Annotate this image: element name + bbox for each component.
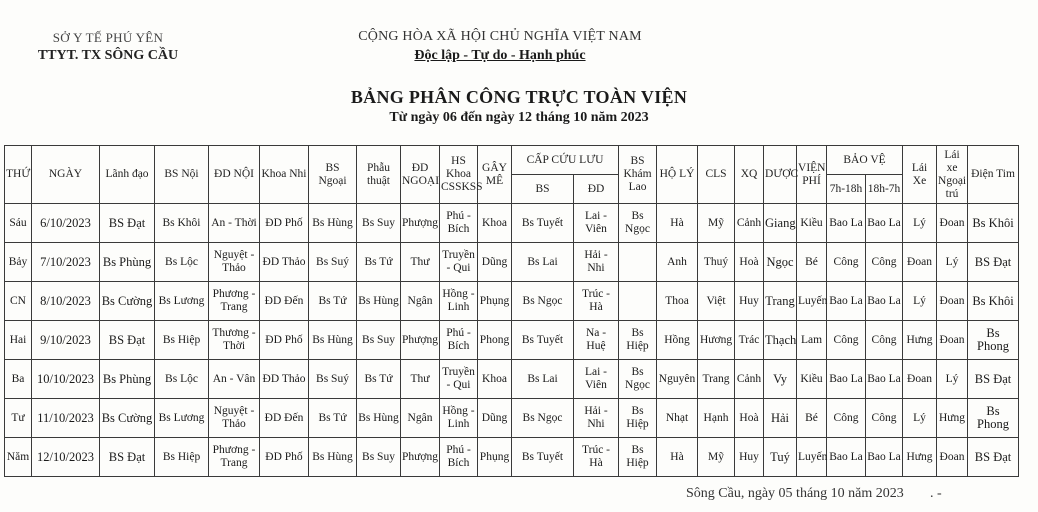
- cell-bv-2: Bao La: [866, 204, 903, 243]
- cell-lai-xe: Hưng: [903, 438, 937, 477]
- header-duoc: DƯỢC: [764, 146, 797, 204]
- table-row: [5, 438, 1019, 477]
- cell-ho-ly: Nguyên: [657, 360, 698, 399]
- cell-ccl-bs: Bs Ngọc: [512, 399, 574, 438]
- cell-thu: Năm: [5, 438, 32, 477]
- cell-bs-ngoai: Bs Hùng: [309, 438, 357, 477]
- cell-dien-tim: BS Đạt: [968, 243, 1019, 282]
- cell-xq: Cảnh: [735, 360, 764, 399]
- table-row: [5, 321, 1019, 360]
- cell-lai-xe-ngoai-tru: Đoan: [937, 204, 968, 243]
- header-hs-khoa-csskss: HS Khoa CSSKSS: [440, 146, 478, 204]
- table-header: [5, 146, 1019, 204]
- cell-dd-ngoai: Phượng: [401, 321, 440, 360]
- cell-lanh-dao: Bs Phùng: [100, 243, 155, 282]
- cell-gay-me: Phụng: [478, 438, 512, 477]
- cell-ccl-bs: Bs Ngọc: [512, 282, 574, 321]
- cell-bs-ngoai: Bs Hùng: [309, 321, 357, 360]
- cell-cls: Việt: [698, 282, 735, 321]
- table-body: [5, 204, 1019, 477]
- header-dd-noi: ĐD NỘI: [209, 146, 260, 204]
- table-row: [5, 360, 1019, 399]
- header-vien-phi: VIỆN PHÍ: [797, 146, 827, 204]
- cell-vien-phi: Luyến: [797, 282, 827, 321]
- cell-dd-noi: Phương - Trang: [209, 282, 260, 321]
- header-bao-ve: BẢO VỆ: [827, 146, 903, 175]
- table-row: [5, 399, 1019, 438]
- cell-bv-1: Công: [827, 321, 866, 360]
- cell-cls: Mỹ: [698, 204, 735, 243]
- cell-gay-me: Dũng: [478, 399, 512, 438]
- cell-phau-thuat: Bs Suy: [357, 438, 401, 477]
- cell-bv-2: Công: [866, 321, 903, 360]
- cell-thu: Sáu: [5, 204, 32, 243]
- cell-bs-noi: Bs Hiệp: [155, 321, 209, 360]
- cell-vien-phi: Bé: [797, 243, 827, 282]
- header-bs-kham-lao: BS Khám Lao: [619, 146, 657, 204]
- cell-hs-khoa: Hồng - Linh: [440, 399, 478, 438]
- cell-ccl-bs: Bs Lai: [512, 243, 574, 282]
- header-ccl-bs: BS: [512, 175, 574, 204]
- document-subtitle: Từ ngày 06 đến ngày 12 tháng 10 năm 2023: [389, 110, 649, 125]
- cell-cls: Trang: [698, 360, 735, 399]
- header-right: [320, 29, 680, 64]
- cell-dd-noi: Phương - Trang: [209, 438, 260, 477]
- cell-khoa-nhi: ĐD Đến: [260, 282, 309, 321]
- cell-ngay: 8/10/2023: [32, 282, 100, 321]
- cell-phau-thuat: Bs Suy: [357, 321, 401, 360]
- cell-bv-2: Công: [866, 399, 903, 438]
- cell-duoc: Ngọc: [764, 243, 797, 282]
- cell-hs-khoa: Phú - Bích: [440, 321, 478, 360]
- cell-gay-me: Khoa: [478, 204, 512, 243]
- header-bs-ngoai: BS Ngoại: [309, 146, 357, 204]
- cell-dien-tim: Bs Phong: [968, 321, 1019, 360]
- cell-ngay: 7/10/2023: [32, 243, 100, 282]
- footer-place-date: Sông Cầu, ngày 05 tháng 10 năm 2023: [686, 486, 904, 501]
- cell-xq: Hoà: [735, 243, 764, 282]
- cell-dd-noi: An - Vân: [209, 360, 260, 399]
- center-name: TTYT. TX SÔNG CẦU: [37, 48, 179, 63]
- cell-khoa-nhi: ĐD Phố: [260, 204, 309, 243]
- cell-ho-ly: Nhạt: [657, 399, 698, 438]
- cell-ccl-bs: Bs Tuyết: [512, 321, 574, 360]
- cell-bv-1: Bao La: [827, 438, 866, 477]
- header-phau-thuat: Phẫu thuật: [357, 146, 401, 204]
- cell-bs-ngoai: Bs Suý: [309, 243, 357, 282]
- cell-dd-ngoai: Phượng: [401, 438, 440, 477]
- cell-lai-xe-ngoai-tru: Lý: [937, 360, 968, 399]
- cell-bs-noi: Bs Khôi: [155, 204, 209, 243]
- cell-bv-2: Bao La: [866, 438, 903, 477]
- cell-gay-me: Phong: [478, 321, 512, 360]
- cell-khoa-nhi: ĐD Thảo: [260, 360, 309, 399]
- cell-ngay: 9/10/2023: [32, 321, 100, 360]
- cell-phau-thuat: Bs Suy: [357, 204, 401, 243]
- header-khoa-nhi: Khoa Nhi: [260, 146, 309, 204]
- footer-marks: . -: [930, 486, 942, 501]
- cell-dd-ngoai: Phượng: [401, 204, 440, 243]
- cell-lai-xe-ngoai-tru: Đoan: [937, 321, 968, 360]
- header-cap-cuu-luu: CẤP CỨU LƯU: [512, 146, 619, 175]
- cell-bv-2: Bao La: [866, 360, 903, 399]
- cell-khoa-nhi: ĐD Phố: [260, 321, 309, 360]
- cell-khoa-nhi: ĐD Thảo: [260, 243, 309, 282]
- cell-ccl-bs: Bs Tuyết: [512, 438, 574, 477]
- cell-gay-me: Dũng: [478, 243, 512, 282]
- cell-dien-tim: Bs Khôi: [968, 204, 1019, 243]
- header-dd-ngoai: ĐD NGOẠI: [401, 146, 440, 204]
- cell-lanh-dao: Bs Cường: [100, 282, 155, 321]
- header-lai-xe-ngoai-tru: Lái xe Ngoại trú: [937, 146, 968, 204]
- table-row: [5, 204, 1019, 243]
- cell-thu: Tư: [5, 399, 32, 438]
- cell-khoa-nhi: ĐD Đến: [260, 399, 309, 438]
- cell-bs-kham-lao: Bs Hiệp: [619, 438, 657, 477]
- cell-ccl-dd: Hải - Nhi: [574, 243, 619, 282]
- department-name: SỞ Y TẾ PHÚ YÊN: [52, 30, 164, 45]
- cell-lai-xe: Lý: [903, 204, 937, 243]
- cell-ccl-bs: Bs Lai: [512, 360, 574, 399]
- cell-ho-ly: Hà: [657, 204, 698, 243]
- header-dien-tim: Điện Tim: [968, 146, 1019, 204]
- cell-bs-noi: Bs Lương: [155, 282, 209, 321]
- cell-bs-noi: Bs Hiệp: [155, 438, 209, 477]
- cell-thu: Ba: [5, 360, 32, 399]
- cell-ho-ly: Anh: [657, 243, 698, 282]
- header-xq: XQ: [735, 146, 764, 204]
- table-row: [5, 243, 1019, 282]
- header-gay-me: GÂY MÊ: [478, 146, 512, 204]
- cell-phau-thuat: Bs Hùng: [357, 282, 401, 321]
- cell-xq: Huy: [735, 282, 764, 321]
- cell-cls: Hạnh: [698, 399, 735, 438]
- document-title: BẢNG PHÂN CÔNG TRỰC TOÀN VIỆN: [350, 87, 688, 107]
- cell-ngay: 12/10/2023: [32, 438, 100, 477]
- cell-bv-1: Bao La: [827, 282, 866, 321]
- cell-lai-xe: Đoan: [903, 360, 937, 399]
- cell-bv-1: Công: [827, 399, 866, 438]
- cell-gay-me: Khoa: [478, 360, 512, 399]
- cell-vien-phi: Bé: [797, 399, 827, 438]
- cell-xq: Huy: [735, 438, 764, 477]
- cell-ho-ly: Thoa: [657, 282, 698, 321]
- cell-cls: Hương: [698, 321, 735, 360]
- cell-dien-tim: Bs Khôi: [968, 282, 1019, 321]
- cell-lai-xe-ngoai-tru: Hưng: [937, 399, 968, 438]
- cell-lanh-dao: BS Đạt: [100, 321, 155, 360]
- cell-duoc: Tuý: [764, 438, 797, 477]
- cell-bv-2: Bao La: [866, 282, 903, 321]
- cell-ccl-dd: Lai - Viên: [574, 204, 619, 243]
- header-cls: CLS: [698, 146, 735, 204]
- cell-ccl-bs: Bs Tuyết: [512, 204, 574, 243]
- cell-lai-xe-ngoai-tru: Lý: [937, 243, 968, 282]
- cell-ccl-dd: Hải - Nhi: [574, 399, 619, 438]
- cell-dien-tim: BS Đạt: [968, 360, 1019, 399]
- cell-bs-kham-lao: Bs Ngọc: [619, 360, 657, 399]
- cell-ngay: 6/10/2023: [32, 204, 100, 243]
- cell-lanh-dao: BS Đạt: [100, 438, 155, 477]
- cell-phau-thuat: Bs Tứ: [357, 243, 401, 282]
- cell-hs-khoa: Hồng - Linh: [440, 282, 478, 321]
- cell-thu: Bảy: [5, 243, 32, 282]
- cell-lai-xe: Lý: [903, 282, 937, 321]
- cell-hs-khoa: Phú - Bích: [440, 204, 478, 243]
- cell-hs-khoa: Truyền - Qui: [440, 360, 478, 399]
- cell-khoa-nhi: ĐD Phố: [260, 438, 309, 477]
- cell-bs-kham-lao: Bs Hiệp: [619, 399, 657, 438]
- cell-hs-khoa: Phú - Bích: [440, 438, 478, 477]
- cell-cls: Mỹ: [698, 438, 735, 477]
- cell-dd-noi: An - Thời: [209, 204, 260, 243]
- cell-lai-xe: Lý: [903, 399, 937, 438]
- cell-bs-ngoai: Bs Suý: [309, 360, 357, 399]
- cell-lai-xe: Hưng: [903, 321, 937, 360]
- cell-ccl-dd: Trúc - Hà: [574, 282, 619, 321]
- cell-lanh-dao: Bs Phùng: [100, 360, 155, 399]
- cell-ccl-dd: Lai - Viên: [574, 360, 619, 399]
- cell-duoc: Vy: [764, 360, 797, 399]
- cell-cls: Thuý: [698, 243, 735, 282]
- cell-lanh-dao: BS Đạt: [100, 204, 155, 243]
- cell-bv-2: Công: [866, 243, 903, 282]
- cell-vien-phi: Lam: [797, 321, 827, 360]
- header-bao-ve-day: 7h-18h: [827, 175, 866, 204]
- cell-xq: Trác: [735, 321, 764, 360]
- cell-thu: Hai: [5, 321, 32, 360]
- cell-bs-ngoai: Bs Tứ: [309, 282, 357, 321]
- cell-bs-kham-lao: [619, 282, 657, 321]
- cell-lai-xe-ngoai-tru: Đoan: [937, 438, 968, 477]
- cell-bv-1: Bao La: [827, 204, 866, 243]
- cell-ngay: 10/10/2023: [32, 360, 100, 399]
- cell-phau-thuat: Bs Tứ: [357, 360, 401, 399]
- cell-lai-xe: Đoan: [903, 243, 937, 282]
- cell-bs-kham-lao: Bs Ngọc: [619, 204, 657, 243]
- header-ngay: NGÀY: [32, 146, 100, 204]
- cell-xq: Hoà: [735, 399, 764, 438]
- table-row: [5, 282, 1019, 321]
- header-left: [18, 30, 198, 64]
- cell-bs-noi: Bs Lương: [155, 399, 209, 438]
- cell-bs-noi: Bs Lộc: [155, 360, 209, 399]
- cell-ccl-dd: Trúc - Hà: [574, 438, 619, 477]
- cell-ho-ly: Hà: [657, 438, 698, 477]
- cell-ngay: 11/10/2023: [32, 399, 100, 438]
- cell-dien-tim: BS Đạt: [968, 438, 1019, 477]
- header-lai-xe: Lái Xe: [903, 146, 937, 204]
- header-thu: THỨ: [5, 146, 32, 204]
- cell-bs-ngoai: Bs Hùng: [309, 204, 357, 243]
- cell-bs-noi: Bs Lộc: [155, 243, 209, 282]
- cell-dd-ngoai: Ngân: [401, 282, 440, 321]
- cell-duoc: Hải: [764, 399, 797, 438]
- cell-duoc: Thạch: [764, 321, 797, 360]
- cell-duoc: Trang: [764, 282, 797, 321]
- national-motto: Độc lập - Tự do - Hạnh phúc: [414, 48, 586, 63]
- header-ccl-dd: ĐD: [574, 175, 619, 204]
- cell-dd-noi: Nguyệt - Thảo: [209, 399, 260, 438]
- cell-lanh-dao: Bs Cường: [100, 399, 155, 438]
- cell-dien-tim: Bs Phong: [968, 399, 1019, 438]
- cell-duoc: Giang: [764, 204, 797, 243]
- header-bao-ve-night: 18h-7h: [866, 175, 903, 204]
- cell-dd-ngoai: Thư: [401, 243, 440, 282]
- cell-bs-ngoai: Bs Tứ: [309, 399, 357, 438]
- header-ho-ly: HỘ LÝ: [657, 146, 698, 204]
- cell-ccl-dd: Na - Huệ: [574, 321, 619, 360]
- cell-vien-phi: Kiều: [797, 360, 827, 399]
- cell-xq: Cảnh: [735, 204, 764, 243]
- cell-ho-ly: Hồng: [657, 321, 698, 360]
- cell-vien-phi: Luyến: [797, 438, 827, 477]
- cell-dd-noi: Thương - Thời: [209, 321, 260, 360]
- cell-dd-ngoai: Ngân: [401, 399, 440, 438]
- cell-bv-1: Bao La: [827, 360, 866, 399]
- cell-hs-khoa: Truyền - Qui: [440, 243, 478, 282]
- cell-bs-kham-lao: Bs Hiệp: [619, 321, 657, 360]
- cell-bv-1: Công: [827, 243, 866, 282]
- cell-thu: CN: [5, 282, 32, 321]
- header-bs-noi: BS Nội: [155, 146, 209, 204]
- cell-bs-kham-lao: [619, 243, 657, 282]
- cell-gay-me: Phụng: [478, 282, 512, 321]
- header-lanh-dao: Lãnh đạo: [100, 146, 155, 204]
- cell-phau-thuat: Bs Hùng: [357, 399, 401, 438]
- cell-dd-ngoai: Thư: [401, 360, 440, 399]
- national-title: CỘNG HÒA XÃ HỘI CHỦ NGHĨA VIỆT NAM: [358, 29, 642, 44]
- cell-lai-xe-ngoai-tru: Đoan: [937, 282, 968, 321]
- cell-dd-noi: Nguyệt - Thảo: [209, 243, 260, 282]
- duty-roster-table: [4, 145, 1019, 477]
- cell-vien-phi: Kiều: [797, 204, 827, 243]
